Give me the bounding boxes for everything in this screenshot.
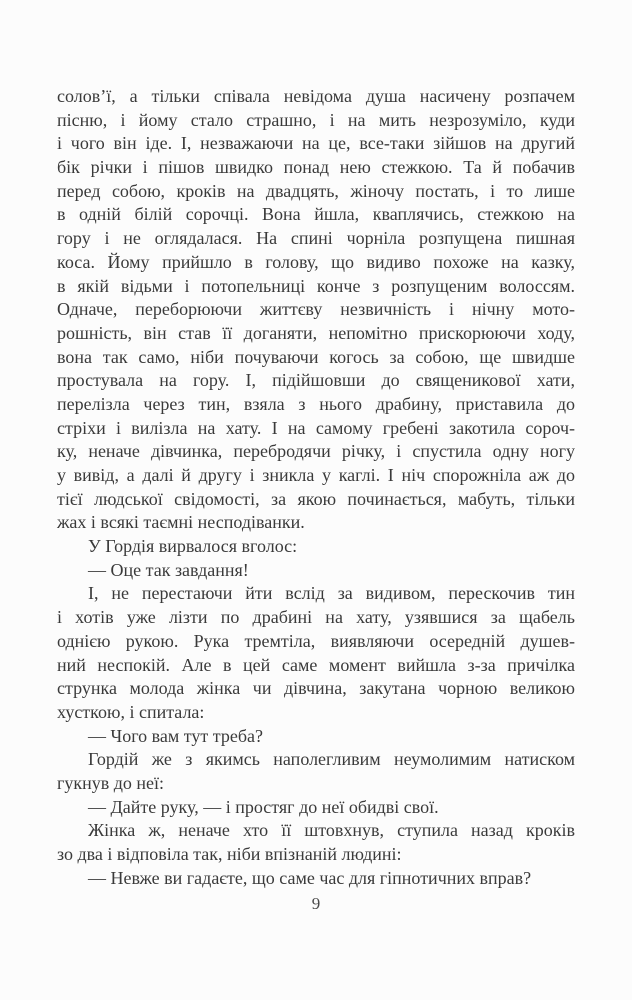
text-line: перед собою, кроків на двадцять, жіночу постать, і то лише	[57, 180, 575, 201]
text-line: гору і не оглядалася. На спині чорніла розпущена пишная	[57, 228, 575, 249]
text-line: солов’ї, а тільки співала невідома душа насичену розпачем	[57, 86, 575, 106]
text-line: у вивід, а далі й другу і зникла у каглі. І ніч спорожніла аж до	[57, 465, 575, 485]
text-line: хусткою, і спитала:	[57, 701, 205, 722]
page-text	[57, 85, 575, 890]
text-line: в одній білій сорочці. Вона йшла, кваплячись, стежкою на	[57, 204, 575, 225]
text-line: і хотів уже лізти по драбині на хату, узявшися за щабель	[57, 607, 575, 628]
text-line: тієї людської свідомості, за якою починається, мабуть, тільки	[57, 488, 575, 509]
text-line: У Гордія вирвалося вголос:	[88, 536, 298, 557]
text-line: перелізла через тин, взяла з нього драбину, приставила до	[57, 393, 575, 414]
text-line: — Невже ви гадаєте, що саме час для гіпнотичних вправ?	[88, 867, 532, 888]
text-line: гукнув до неї:	[57, 772, 165, 793]
page-number: 9	[311, 894, 321, 913]
text-line: і чого він іде. І, незважаючи на це, все-таки зійшов на другий	[57, 133, 575, 154]
text-line: бік річки і пішов швидко понад нею стежкою. Та й побачив	[57, 157, 575, 178]
text-line: стріхи і вилізла на хату. І на самому гребені закотила сороч-	[57, 417, 575, 438]
text-line: Жінка ж, неначе хто її штовхнув, ступила назад кроків	[88, 820, 575, 841]
text-line: І, не перестаючи йти вслід за видивом, перескочив тин	[88, 583, 575, 604]
text-line: ний неспокій. Але в цей саме момент вийшла з-за причілка	[57, 654, 575, 675]
text-line: — Дайте руку, — і простяг до неї обидві свої.	[88, 796, 439, 817]
text-line: — Чого вам тут треба?	[88, 725, 263, 746]
text-line: простувала на гору. І, підійшовши до священикової хати,	[57, 370, 575, 391]
text-line: струнка молода жінка чи дівчина, закутана чорною великою	[57, 678, 575, 699]
text-line: Одначе, переборюючи життєву незвичність і нічну мото-	[57, 299, 575, 320]
text-line: ку, неначе дівчинка, перебродячи річку, і спустила одну ногу	[57, 441, 575, 462]
text-line: жах і всякі таємні несподіванки.	[57, 512, 305, 533]
text-line: вона так само, ніби почуваючи когось за собою, ще швидше	[57, 346, 575, 367]
text-line: однією рукою. Рука тремтіла, виявляючи осередній душев-	[57, 630, 575, 651]
text-line: в якій відьми і потопельниці конче з розпущеним волоссям.	[57, 275, 575, 296]
text-line: зо два і відповіла так, ніби впізнаній людині:	[57, 844, 402, 864]
text-line: коса. Йому прийшло в голову, що видиво похоже на казку,	[57, 251, 575, 272]
text-line: Гордій же з якимсь наполегливим неумолимим натиском	[88, 749, 575, 770]
text-line: рошність, він став її доганяти, непомітно прискорюючи ходу,	[57, 322, 575, 343]
text-line: — Оце так завдання!	[88, 559, 249, 580]
text-line: пісню, і йому стало страшно, і на мить незрозуміло, куди	[57, 109, 575, 130]
